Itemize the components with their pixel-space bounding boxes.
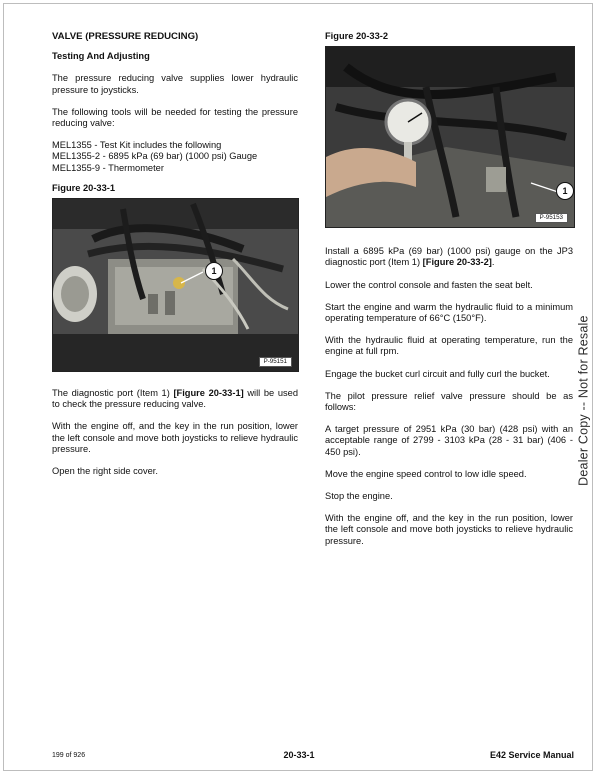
figure-code: P-95151 [259,357,292,367]
left-column [52,31,298,488]
figure-photo-gauge [325,46,575,228]
paragraph: Open the right side cover. [52,466,158,477]
paragraph: A target pressure of 2951 kPa (30 bar) (428 psi) with an acceptable range of 2799 - 3103 kPa (28 - 31 bar) (406 - 450 psi). [325,424,573,457]
text: will be used to check the pressure reducing valve. [52,388,298,410]
gauge-illustration [326,47,574,227]
paragraph: Move the engine speed control to low idle speed. [325,468,527,479]
tool-item: MEL1355-2 - 6895 kPa (69 bar) (1000 psi) Gauge [52,151,258,162]
text: Install a 6895 kPa (69 bar) (1000 psi) gauge on the JP3 diagnostic port (Item 1) [325,246,573,268]
footer-manual-title: E42 Service Manual [489,750,574,760]
paragraph: Engage the bucket curl circuit and fully curl the bucket. [325,368,550,379]
tool-item: MEL1355-9 - Thermometer [52,162,164,173]
subheading: Testing And Adjusting [52,51,150,62]
figure-reference: [Figure 20-33-1] [173,388,244,399]
paragraph-with-reference [52,388,298,410]
section-title: VALVE (PRESSURE REDUCING) [52,31,199,42]
tool-item: MEL1355 - Test Kit includes the following [52,140,222,151]
right-column [325,31,573,558]
figure-photo-engine-valve [52,198,299,372]
paragraph: Lower the control console and fasten the seat belt. [325,279,533,290]
figure-reference: [Figure 20-33-2] [422,257,492,268]
engine-valve-illustration [53,199,298,371]
callout-marker: 1 [556,182,574,200]
watermark-text: Dealer Copy -- Not for Resale [576,315,591,486]
paragraph: With the engine off, and the key in the run position, lower the left console and move both joysticks to relieve hydraulic pressure. [52,421,298,454]
callout-marker: 1 [205,262,223,280]
footer-page-number: 20-33-1 [283,750,315,760]
tools-list [52,140,298,174]
text: The diagnostic port (Item 1) [52,388,174,399]
figure-code: P-95153 [535,213,568,223]
paragraph: The pilot pressure relief valve pressure should be as follows: [325,390,573,413]
paragraph: With the hydraulic fluid at operating temperature, run the engine at full rpm. [325,335,573,357]
paragraph: The following tools will be needed for testing the pressure reducing valve: [52,106,298,129]
paragraph: Start the engine and warm the hydraulic fluid to a minimum operating temperature of 66°C (150°F). [325,301,573,324]
paragraph: With the engine off, and the key in the run position, lower the left console and move both joysticks to relieve hydraulic pressure. [325,513,573,546]
paragraph: Stop the engine. [325,491,393,502]
paragraph: The pressure reducing valve supplies lower hydraulic pressure to joysticks. [52,73,298,95]
figure-label: Figure 20-33-1 [52,182,116,193]
paragraph-with-reference [325,246,573,268]
figure-label: Figure 20-33-2 [325,31,389,41]
text: . [491,257,495,268]
footer-page-count: 199 of 926 [52,752,86,759]
